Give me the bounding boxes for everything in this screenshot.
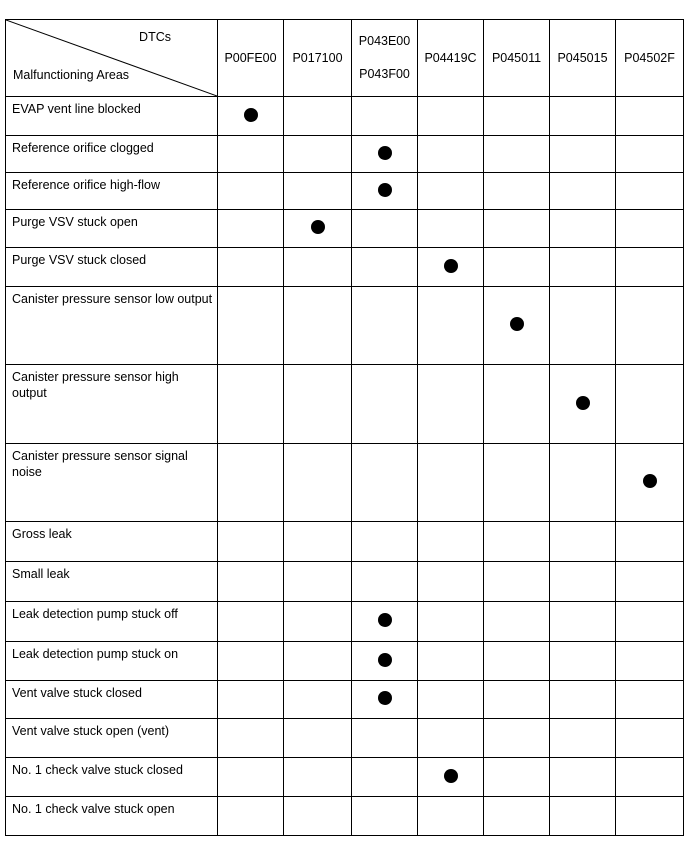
table-row: [6, 287, 684, 365]
dtc-cell: [352, 642, 418, 681]
malfunction-area-cell: Purge VSV stuck open: [6, 210, 218, 248]
dtc-cell: [616, 136, 684, 173]
dtc-cell: [218, 681, 284, 719]
table-row: [6, 248, 684, 287]
table-row: [6, 719, 684, 758]
dtc-cell: [550, 444, 616, 522]
dtc-cell: [284, 210, 352, 248]
dtc-cell: [218, 522, 284, 562]
dtc-cell: [418, 97, 484, 136]
dtc-cell: [284, 642, 352, 681]
applicable-dot-icon: [444, 259, 458, 273]
dtc-column-header: [616, 20, 684, 97]
dtc-cell: [616, 444, 684, 522]
dtc-cell: [418, 287, 484, 365]
malfunction-area-cell: EVAP vent line blocked: [6, 97, 218, 136]
dtc-cell: [550, 562, 616, 602]
dtc-cell: [616, 522, 684, 562]
dtc-code: P045015: [557, 51, 608, 65]
dtc-cell: [284, 602, 352, 642]
dtc-cell: [550, 681, 616, 719]
dtc-cell: [352, 681, 418, 719]
dtc-cell: [550, 719, 616, 758]
dtc-column-header: [484, 20, 550, 97]
malfunction-area-cell: Small leak: [6, 562, 218, 602]
dtc-cell: [484, 210, 550, 248]
dtc-cell: [218, 602, 284, 642]
dtc-column-header: [550, 20, 616, 97]
dtc-cell: [352, 602, 418, 642]
table-row: [6, 173, 684, 210]
dtc-cell: [550, 97, 616, 136]
dtc-cell: [284, 797, 352, 836]
dtc-cell: [550, 210, 616, 248]
dtc-cell: [218, 210, 284, 248]
table-row: [6, 365, 684, 444]
dtc-cell: [284, 173, 352, 210]
dtc-cell: [616, 562, 684, 602]
dtc-cell: [218, 248, 284, 287]
dtc-cell: [218, 365, 284, 444]
dtc-cell: [616, 602, 684, 642]
dtc-cell: [484, 602, 550, 642]
dtc-cell: [284, 719, 352, 758]
applicable-dot-icon: [378, 183, 392, 197]
dtc-cell: [484, 562, 550, 602]
dtc-cell: [352, 719, 418, 758]
dtc-cell: [284, 522, 352, 562]
dtc-cell: [418, 642, 484, 681]
dtc-cell: [418, 248, 484, 287]
table-row: [6, 210, 684, 248]
dtc-cell: [352, 562, 418, 602]
applicable-dot-icon: [378, 691, 392, 705]
dtc-cell: [550, 602, 616, 642]
dtc-cell: [550, 758, 616, 797]
malfunction-area-cell: No. 1 check valve stuck closed: [6, 758, 218, 797]
dtc-cell: [484, 642, 550, 681]
table-row: [6, 681, 684, 719]
dtc-cell: [284, 681, 352, 719]
dtc-cell: [418, 173, 484, 210]
malfunction-area-cell: Leak detection pump stuck on: [6, 642, 218, 681]
dtc-cell: [484, 719, 550, 758]
dtc-cell: [218, 136, 284, 173]
dtc-cell: [418, 210, 484, 248]
malfunctioning-areas-label: Malfunctioning Areas: [13, 68, 130, 82]
dtc-cell: [616, 365, 684, 444]
dtc-cell: [616, 797, 684, 836]
dtc-code: P045011: [491, 51, 542, 65]
applicable-dot-icon: [510, 317, 524, 331]
table-row: [6, 758, 684, 797]
dtc-code: P043F00: [359, 67, 410, 81]
dtc-cell: [284, 287, 352, 365]
table-row: [6, 136, 684, 173]
dtc-cell: [284, 444, 352, 522]
malfunction-area-cell: No. 1 check valve stuck open: [6, 797, 218, 836]
malfunction-area-cell: Gross leak: [6, 522, 218, 562]
dtc-cell: [218, 287, 284, 365]
malfunction-area-cell: Canister pressure sensor signal noise: [6, 444, 218, 522]
dtc-cell: [550, 136, 616, 173]
dtc-cell: [418, 136, 484, 173]
dtc-code: P043E00: [358, 34, 411, 48]
dtc-cell: [418, 681, 484, 719]
dtc-cell: [616, 173, 684, 210]
dtc-code: P00FE00: [224, 51, 277, 65]
dtc-cell: [418, 444, 484, 522]
dtc-cell: [352, 136, 418, 173]
malfunction-area-cell: Reference orifice high-flow: [6, 173, 218, 210]
dtc-cell: [550, 642, 616, 681]
dtc-cell: [550, 365, 616, 444]
applicable-dot-icon: [643, 474, 657, 488]
malfunction-area-cell: Vent valve stuck closed: [6, 681, 218, 719]
table-row: [6, 522, 684, 562]
dtc-cell: [284, 97, 352, 136]
dtc-cell: [218, 642, 284, 681]
dtc-cell: [418, 719, 484, 758]
dtc-cell: [352, 444, 418, 522]
dtc-cell: [616, 758, 684, 797]
applicable-dot-icon: [244, 108, 258, 122]
applicable-dot-icon: [378, 146, 392, 160]
dtc-cell: [484, 758, 550, 797]
dtc-cell: [616, 719, 684, 758]
malfunction-area-cell: Reference orifice clogged: [6, 136, 218, 173]
dtc-cell: [218, 758, 284, 797]
dtc-cell: [284, 136, 352, 173]
applicable-dot-icon: [444, 769, 458, 783]
dtc-code: P04502F: [624, 51, 675, 65]
dtc-cell: [218, 719, 284, 758]
dtc-cell: [484, 97, 550, 136]
dtc-cell: [550, 173, 616, 210]
dtc-cell: [218, 562, 284, 602]
diagonal-divider: [6, 20, 217, 96]
dtc-cell: [550, 797, 616, 836]
dtc-cell: [418, 365, 484, 444]
dtc-cell: [484, 522, 550, 562]
dtc-cell: [352, 365, 418, 444]
dtc-cell: [418, 797, 484, 836]
dtc-cell: [352, 758, 418, 797]
dtc-cell: [418, 758, 484, 797]
table-row: [6, 562, 684, 602]
dtc-cell: [484, 287, 550, 365]
table-row: [6, 602, 684, 642]
malfunction-area-cell: Canister pressure sensor low output: [6, 287, 218, 365]
dtc-cell: [352, 97, 418, 136]
dtc-column-header: [418, 20, 484, 97]
dtc-cell: [284, 758, 352, 797]
dtc-cell: [218, 173, 284, 210]
dtc-cell: [616, 97, 684, 136]
dtc-cell: [550, 522, 616, 562]
table-row: [6, 642, 684, 681]
dtc-cell: [284, 562, 352, 602]
dtc-cell: [550, 287, 616, 365]
dtc-cell: [352, 173, 418, 210]
dtc-cell: [352, 797, 418, 836]
dtc-cell: [284, 365, 352, 444]
dtc-cell: [218, 797, 284, 836]
dtc-matrix-table: [5, 19, 684, 836]
dtc-cell: [550, 248, 616, 287]
dtc-cell: [484, 173, 550, 210]
dtc-cell: [352, 210, 418, 248]
dtc-cell: [484, 681, 550, 719]
dtc-cell: [418, 602, 484, 642]
dtc-cell: [484, 248, 550, 287]
dtc-column-header: [218, 20, 284, 97]
dtc-cell: [484, 365, 550, 444]
dtc-cell: [418, 522, 484, 562]
corner-header-cell: [6, 20, 218, 97]
malfunction-area-cell: Purge VSV stuck closed: [6, 248, 218, 287]
applicable-dot-icon: [576, 396, 590, 410]
dtc-cell: [616, 681, 684, 719]
malfunction-area-cell: Canister pressure sensor high output: [6, 365, 218, 444]
dtc-cell: [352, 287, 418, 365]
dtc-cell: [484, 444, 550, 522]
dtc-cell: [352, 248, 418, 287]
table-row: [6, 444, 684, 522]
dtc-cell: [218, 97, 284, 136]
malfunction-area-cell: Leak detection pump stuck off: [6, 602, 218, 642]
dtc-cell: [616, 287, 684, 365]
dtc-code: P04419C: [424, 51, 477, 65]
dtcs-label: DTCs: [139, 30, 171, 44]
table-row: [6, 797, 684, 836]
applicable-dot-icon: [378, 613, 392, 627]
header-row: [6, 20, 684, 97]
dtc-cell: [616, 210, 684, 248]
dtc-cell: [484, 136, 550, 173]
malfunction-area-cell: Vent valve stuck open (vent): [6, 719, 218, 758]
dtc-cell: [484, 797, 550, 836]
dtc-cell: [218, 444, 284, 522]
dtc-cell: [616, 642, 684, 681]
dtc-column-header: [352, 20, 418, 97]
dtc-column-header: [284, 20, 352, 97]
dtc-cell: [418, 562, 484, 602]
dtc-cell: [616, 248, 684, 287]
applicable-dot-icon: [378, 653, 392, 667]
dtc-cell: [352, 522, 418, 562]
dtc-code: P017100: [292, 51, 343, 65]
table-body: [6, 20, 684, 836]
table-row: [6, 97, 684, 136]
applicable-dot-icon: [311, 220, 325, 234]
dtc-cell: [284, 248, 352, 287]
